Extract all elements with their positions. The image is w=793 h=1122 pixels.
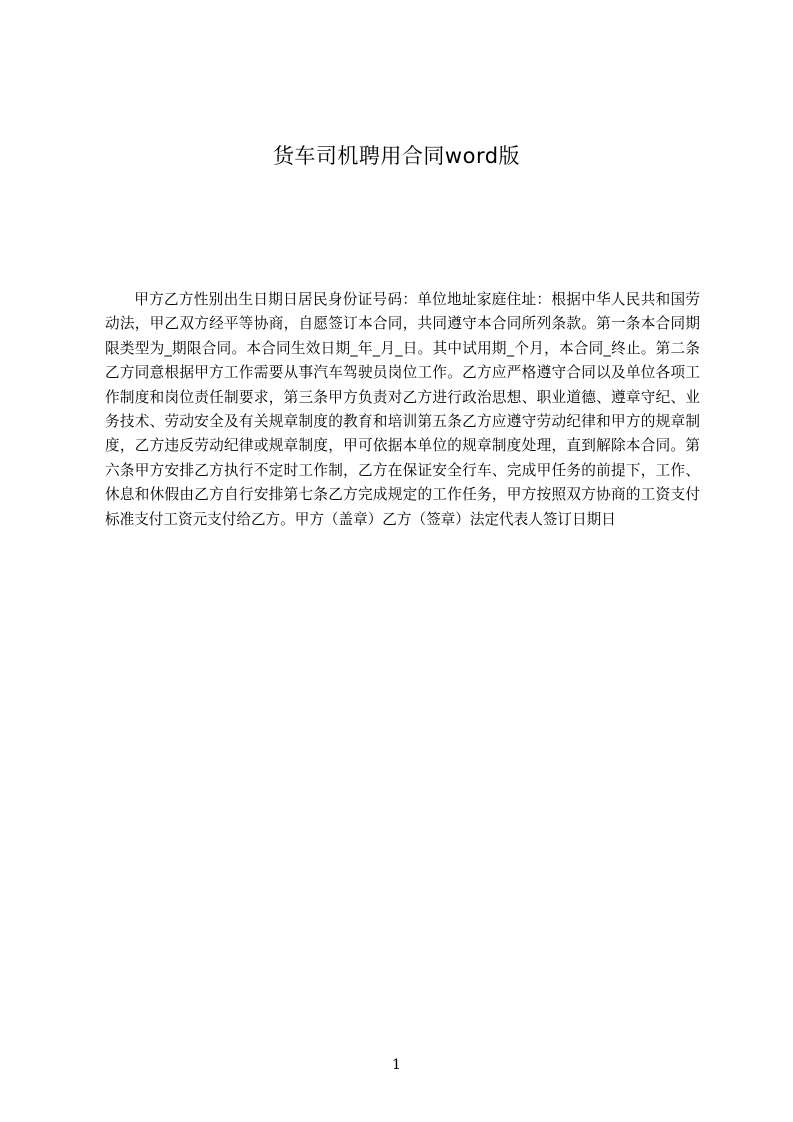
document-title: 货车司机聘用合同word版 [272, 144, 521, 168]
page-number: 1 [392, 1057, 401, 1073]
contract-body-paragraph: 甲方乙方性别出生日期日居民身份证号码：单位地址家庭住址：根据中华人民共和国劳动法，甲乙双方经平等协商，自愿签订本合同，共同遵守本合同所列条款。第一条本合同期限类型为_期限合同。本合同生效日期_年_月_日。其中试用期_个月，本合同_终止。第二条乙方同意根据甲方工作需要从事汽车驾驶员岗位工作。乙方应严格遵守合同以及单位各项工作制度和岗位责任制要求，第三条甲方负责对乙方进行政治思想、职业道德、遵章守纪、业务技术、劳动安全及有关规章制度的教育和培训第五条乙方应遵守劳动纪律和甲方的规章制度，乙方违反劳动纪律或规章制度，甲可依据本单位的规章制度处理，直到解除本合同。第六条甲方安排乙方执行不定时工作制，乙方在保证安全行车、完成甲任务的前提下，工作、休息和休假由乙方自行安排第七条乙方完成规定的工作任务，甲方按照双方协商的工资支付标准支付工资元支付给乙方。甲方（盖章）乙方（签章）法定代表人签订日期日 [105, 291, 700, 528]
